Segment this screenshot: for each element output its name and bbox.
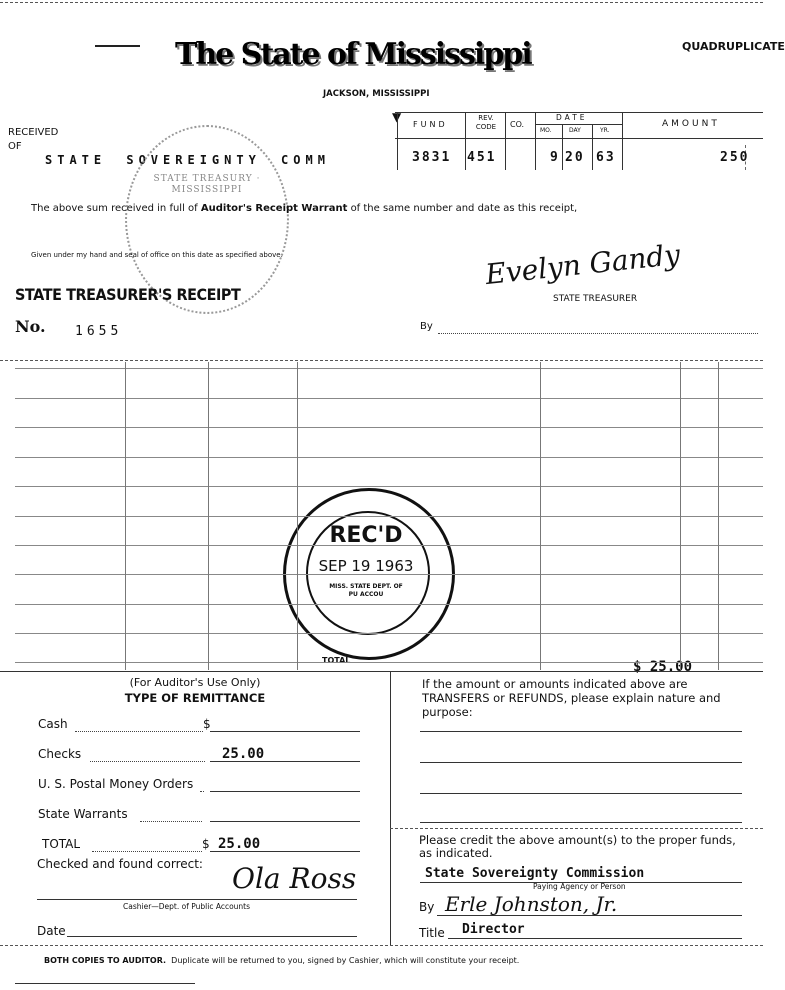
date-subheader-line (535, 124, 622, 125)
month-header: MO. (540, 127, 552, 134)
cashier-caption: Cashier—Dept. of Public Accounts (123, 902, 251, 911)
divider (465, 112, 466, 170)
co-header: CO. (510, 120, 525, 129)
by-line-transfers (437, 915, 742, 916)
amount-value: 250 (720, 150, 750, 165)
remittance-total-prefix: $ (202, 837, 210, 851)
divider (535, 112, 536, 170)
cashier-signature: Ola Ross (232, 862, 357, 895)
footer-bold: BOTH COPIES TO AUDITOR. (44, 956, 167, 965)
ledger-total-value: $ 25.00 (633, 659, 693, 675)
leader-dots (140, 821, 202, 822)
cashier-line (37, 899, 357, 900)
footer-note (44, 956, 519, 965)
receipt-title: STATE TREASURER'S RECEIPT (15, 285, 241, 304)
top-border (0, 2, 763, 3)
footer-line (15, 983, 195, 984)
date-label: Date (37, 924, 66, 938)
remittance-title: TYPE OF REMITTANCE (124, 691, 266, 705)
ledger-row-line (15, 574, 763, 575)
marker-arrow-icon: ▼ (392, 110, 402, 124)
credit-text: Please credit the above amount(s) to the proper funds, as indicated. (419, 833, 736, 860)
leader-dots (75, 731, 203, 732)
ledger-total-label: TOTAL (322, 656, 351, 665)
transfers-divider (390, 828, 763, 829)
auditor-note: (For Auditor's Use Only) (129, 676, 261, 689)
seal-text: STATE TREASURY · MISSISSIPPI (153, 174, 261, 195)
remittance-label: State Warrants (38, 807, 128, 821)
title-value: Director (462, 922, 525, 937)
bottom-top-line (0, 671, 763, 672)
treasurer-title: STATE TREASURER (553, 294, 638, 304)
date-header: DATE (556, 113, 588, 122)
year-header: YR. (600, 127, 610, 134)
remittance-total-label: TOTAL (42, 837, 81, 851)
paying-agency: State Sovereignty Commission (425, 866, 645, 881)
received-of-value: STATE SOVEREIGNTY COMM (45, 153, 330, 167)
ledger-column-line (208, 362, 209, 670)
footer-text: Duplicate will be returned to you, signed by Cashier, which will constitute your receipt. (171, 956, 520, 965)
remittance-line (210, 791, 360, 792)
ledger-top (0, 360, 763, 361)
transfers-instruction: If the amount or amounts indicated above are TRANSFERS or REFUNDS, please explain nature and purpose: (422, 677, 721, 719)
divider (505, 112, 506, 170)
ledger-column-line (680, 362, 681, 670)
by-label: By (420, 321, 433, 332)
ledger-row-line (15, 398, 763, 399)
explain-line (420, 762, 742, 763)
remittance-label: Checks (38, 747, 82, 761)
receipt-no-label: No. (15, 317, 46, 336)
day-value: 20 (565, 150, 585, 165)
by-label-transfers: By (419, 900, 435, 914)
ledger-column-line (297, 362, 298, 670)
divider (397, 112, 398, 170)
given-under-text: Given under my hand and seal of office on this date as specified above. (31, 251, 283, 259)
month-value: 9 (550, 150, 558, 165)
statement-post: of the same number and date as this receipt, (350, 203, 578, 214)
ledger-column-line (125, 362, 126, 670)
explain-line (420, 822, 742, 823)
ledger-row-line (15, 633, 763, 634)
fund-value: 3831 (412, 150, 452, 165)
ledger-row-line (15, 457, 763, 458)
receipt-number: 1655 (75, 324, 123, 339)
remittance-value: 25.00 (222, 746, 265, 762)
treasurer-signature: Evelyn Gandy (483, 237, 682, 292)
checked-label: Checked and found correct: (37, 857, 203, 871)
statement-pre: The above sum received in full of (31, 203, 198, 214)
bottom-divider (390, 671, 391, 946)
remittance-line (210, 731, 360, 732)
divider (562, 124, 563, 170)
title-label: Title (419, 926, 445, 940)
bottom-line (0, 945, 763, 946)
stamp-date: SEP 19 1963 (318, 557, 414, 575)
paying-agency-caption: Paying Agency or Person (533, 882, 626, 891)
fund-table-header-line (395, 138, 763, 139)
divider (592, 124, 593, 170)
remittance-prefix: $ (203, 717, 211, 731)
remittance-label: U. S. Postal Money Orders (38, 777, 194, 791)
copy-label: QUADRUPLICATE (682, 40, 785, 53)
rev-code-value: 451 (467, 150, 497, 165)
pen-mark (95, 45, 140, 47)
receipt-statement (31, 203, 577, 214)
rev-code-header: REV. CODE (475, 114, 497, 131)
title-line (448, 938, 742, 939)
received-of-label: RECEIVED OF (8, 127, 59, 152)
leader-dots (92, 851, 202, 852)
date-line (67, 936, 357, 937)
by-line (438, 333, 758, 334)
explain-line (420, 731, 742, 732)
remittance-line (210, 821, 360, 822)
ledger-row-line (15, 662, 763, 663)
remittance-total-value: 25.00 (218, 836, 261, 852)
explain-line (420, 793, 742, 794)
leader-dots (90, 761, 205, 762)
ledger-column-line (718, 362, 719, 670)
ledger-row-line (15, 486, 763, 487)
stamp-agency: MISS. STATE DEPT. OF PU ACCOU (329, 583, 403, 598)
day-header: DAY (569, 127, 581, 134)
ledger-column-line (540, 362, 541, 670)
director-signature: Erle Johnston, Jr. (445, 892, 618, 916)
ledger-row-line (15, 545, 763, 546)
leader-dots (200, 791, 204, 792)
ledger-row-line (15, 516, 763, 517)
statement-bold: Auditor's Receipt Warrant (200, 203, 348, 214)
ledger-row-line (15, 604, 763, 605)
location: JACKSON, MISSISSIPPI (323, 89, 430, 99)
ledger-row-line (15, 368, 763, 369)
year-value: 63 (596, 150, 616, 165)
state-logo: The State of Mississippi (175, 37, 531, 72)
divider (622, 112, 623, 170)
ledger-row-line (15, 427, 763, 428)
stamp-top: REC'D (329, 523, 403, 548)
fund-header: FUND (413, 120, 448, 129)
amount-header: AMOUNT (662, 119, 720, 129)
remittance-label: Cash (38, 717, 68, 731)
